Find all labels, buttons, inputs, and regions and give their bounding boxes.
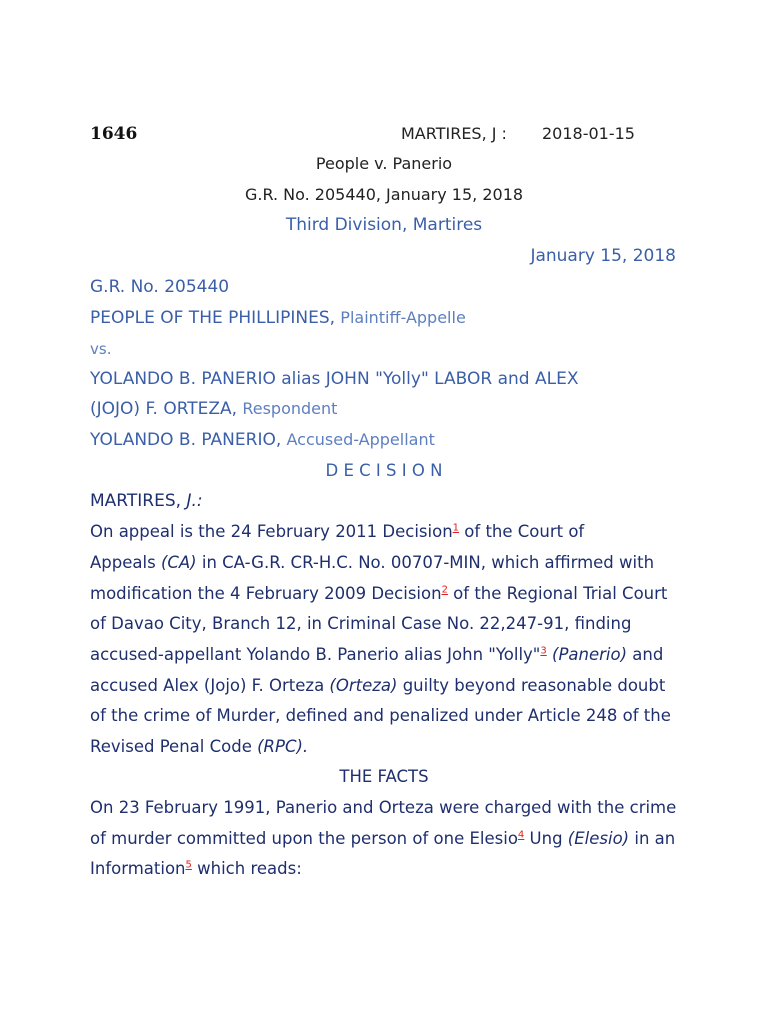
decision-heading: D E C I S I O N: [325, 461, 443, 480]
respondent-line-1: YOLANDO B. PANERIO alias JOHN "Yolly" LABOR and ALEX: [90, 369, 579, 389]
decision-date: January 15, 2018: [530, 246, 676, 266]
paragraph-1-line-5: accused-appellant Yolando B. Panerio alias John "Yolly"$^3$ (Panerio) and: [90, 645, 664, 664]
header-date: 2018-01-15: [542, 124, 635, 143]
footnote-2-link[interactable]: 2: [441, 584, 448, 596]
paragraph-2-line-1: On 23 February 1991, Panerio and Orteza were charged with the crime: [90, 798, 677, 817]
footnote-1-link[interactable]: 1: [452, 522, 460, 534]
respondent-role: Respondent: [242, 399, 338, 418]
gr-citation: G.R. No. 205440, January 15, 2018: [244, 185, 524, 204]
facts-heading: THE FACTS: [339, 767, 429, 786]
case-title: People v. Panerio: [315, 154, 453, 173]
paragraph-2-line-3: Information$^5$ which reads:: [90, 859, 302, 878]
paragraph-1-line-4: of Davao City, Branch 12, in Criminal Case No. 22,247-91, finding: [90, 614, 632, 633]
respondent-name: (JOJO) F. ORTEZA,: [90, 399, 238, 419]
ponente-name: MARTIRES,: [90, 491, 182, 511]
paragraph-1-line-1: On appeal is the 24 February 2011 Decision$^1$ of the Court of: [90, 522, 585, 541]
respondent-line-2: [90, 399, 337, 419]
paragraph-1-line-7: of the crime of Murder, defined and penalized under Article 248 of the: [90, 706, 671, 725]
paragraph-1-line-2: Appeals (CA) in CA-G.R. CR-H.C. No. 00707-MIN, which affirmed with: [90, 553, 655, 572]
plaintiff-line: [90, 308, 466, 328]
document-number: 1646: [90, 124, 138, 144]
ponente-suffix: J.:: [186, 491, 203, 511]
ponente: [90, 491, 203, 511]
accused-name: YOLANDO B. PANERIO,: [90, 430, 282, 450]
paragraph-1-line-3: modification the 4 February 2009 Decision$^2$ of the Regional Trial Court: [90, 584, 668, 603]
versus: vs.: [90, 340, 112, 358]
footnote-5-link[interactable]: 5: [185, 859, 192, 871]
division-line: Third Division, Martires: [285, 215, 483, 235]
paragraph-2-line-2: of murder committed upon the person of one Elesio$^4$ Ung (Elesio) in an: [90, 829, 676, 848]
footnote-3-link[interactable]: 3: [540, 645, 547, 657]
plaintiff-name: PEOPLE OF THE PHILLIPINES,: [90, 308, 336, 328]
gr-number: G.R. No. 205440: [90, 277, 230, 297]
accused-line: [90, 430, 435, 450]
paragraph-1-line-8: Revised Penal Code (RPC).: [90, 737, 309, 756]
judge-name: MARTIRES, J :: [401, 124, 507, 143]
paragraph-1-line-6: accused Alex (Jojo) F. Orteza (Orteza) guilty beyond reasonable doubt: [90, 676, 666, 695]
footnote-4-link[interactable]: 4: [517, 829, 525, 841]
accused-role: Accused-Appellant: [286, 430, 435, 449]
plaintiff-role: Plaintiff-Appelle: [340, 308, 466, 327]
